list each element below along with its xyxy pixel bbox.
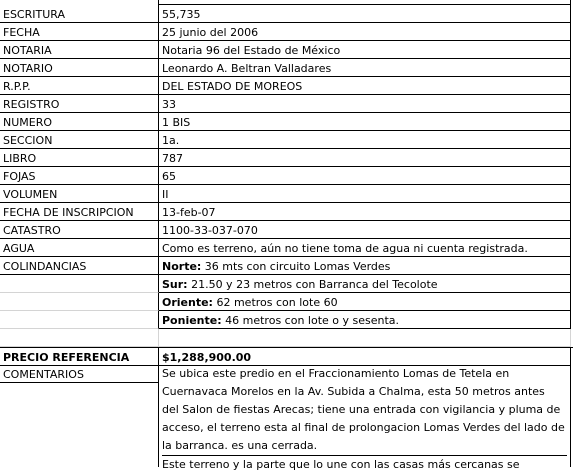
colindancia-dir: Poniente:: [162, 314, 222, 327]
comentario-line: del Salon de fiestas Arecas; tiene una entrada con vigilancia y pluma de: [162, 403, 561, 416]
colindancia-text: 36 mts con circuito Lomas Verdes: [201, 260, 391, 273]
row-label[interactable]: LIBRO: [0, 149, 159, 167]
sheet-row: [0, 239, 573, 257]
sheet-row: [0, 149, 573, 167]
label-colindancias[interactable]: COLINDANCIAS: [0, 257, 159, 275]
comentarios-value-cell[interactable]: [159, 365, 571, 471]
row-label[interactable]: REGISTRO: [0, 95, 159, 113]
colindancia-oriente[interactable]: [159, 293, 571, 311]
colindancia-poniente[interactable]: [159, 311, 571, 329]
sheet-row: [0, 23, 573, 41]
row-colindancias-poniente: [0, 311, 573, 329]
row-value[interactable]: 33: [159, 95, 571, 113]
row-value[interactable]: 1100-33-037-070: [159, 221, 571, 239]
sheet-row: [0, 5, 573, 23]
row-label[interactable]: R.P.P.: [0, 77, 159, 95]
row-label[interactable]: NUMERO: [0, 113, 159, 131]
row-label[interactable]: FECHA: [0, 23, 159, 41]
row-label[interactable]: NOTARIO: [0, 59, 159, 77]
empty-row: [0, 329, 573, 347]
row-label[interactable]: AGUA: [0, 239, 159, 257]
sheet-row: [0, 95, 573, 113]
row-colindancias: [0, 257, 573, 275]
colindancia-norte[interactable]: [159, 257, 571, 275]
sheet-row: [0, 203, 573, 221]
colindancia-text: 46 metros con lote o y sesenta.: [221, 314, 400, 327]
empty-cell[interactable]: [0, 275, 159, 293]
row-label[interactable]: FOJAS: [0, 167, 159, 185]
row-label[interactable]: VOLUMEN: [0, 185, 159, 203]
sheet-row: [0, 221, 573, 239]
colindancia-sur[interactable]: [159, 275, 571, 293]
comentario-line: acceso, el terreno esta al final de prolongacion Lomas Verdes del lado de: [162, 421, 565, 434]
row-value[interactable]: Como es terreno, aún no tiene toma de agua ni cuenta registrada.: [159, 239, 571, 257]
row-value[interactable]: 787: [159, 149, 571, 167]
row-value[interactable]: 13-feb-07: [159, 203, 571, 221]
sheet-row: [0, 77, 573, 95]
colindancia-text: 62 metros con lote 60: [212, 296, 338, 309]
row-value[interactable]: Notaria 96 del Estado de México: [159, 41, 571, 59]
sheet-row: [0, 113, 573, 131]
comentario-line: la barranca. es una cerrada.: [162, 437, 567, 456]
row-value[interactable]: 1 BIS: [159, 113, 571, 131]
row-value[interactable]: 25 junio del 2006: [159, 23, 571, 41]
value-precio-referencia[interactable]: $1,288,900.00: [159, 348, 571, 366]
empty-cell[interactable]: [159, 329, 571, 347]
row-value[interactable]: 65: [159, 167, 571, 185]
row-colindancias-oriente: [0, 293, 573, 311]
row-label[interactable]: ESCRITURA: [0, 5, 159, 23]
label-precio-referencia[interactable]: PRECIO REFERENCIA: [0, 348, 159, 366]
row-value[interactable]: DEL ESTADO DE MOREOS: [159, 77, 571, 95]
empty-cell[interactable]: [0, 311, 159, 329]
row-label[interactable]: CATASTRO: [0, 221, 159, 239]
row-colindancias-sur: [0, 275, 573, 293]
sheet-row: [0, 185, 573, 203]
colindancia-dir: Sur:: [162, 278, 188, 291]
row-label[interactable]: SECCION: [0, 131, 159, 149]
sheet-row: [0, 59, 573, 77]
colindancia-dir: Oriente:: [162, 296, 213, 309]
sheet-row: [0, 41, 573, 59]
row-label[interactable]: FECHA DE INSCRIPCION: [0, 203, 159, 221]
row-value[interactable]: Leonardo A. Beltran Valladares: [159, 59, 571, 77]
comentario-line: Cuernavaca Morelos en la Av. Subida a Chalma, esta 50 metros antes: [162, 385, 545, 398]
row-value[interactable]: II: [159, 185, 571, 203]
label-comentarios: COMENTARIOS: [0, 365, 158, 383]
row-precio: [0, 347, 573, 365]
row-label[interactable]: NOTARIA: [0, 41, 159, 59]
empty-cell[interactable]: [0, 329, 159, 347]
colindancia-dir: Norte:: [162, 260, 202, 273]
row-value[interactable]: 55,735: [159, 5, 571, 23]
comentario-line: Se ubica este predio en el Fraccionamiento Lomas de Tetela en: [162, 367, 510, 380]
sheet-row: [0, 131, 573, 149]
empty-cell[interactable]: [0, 293, 159, 311]
comentarios-label-cell[interactable]: [0, 365, 159, 467]
comentario-line: Este terreno y la parte que lo une con las casas más cercanas se: [162, 458, 520, 471]
sheet-row: [0, 167, 573, 185]
colindancia-text: 21.50 y 23 metros con Barranca del Tecolote: [187, 278, 438, 291]
row-value[interactable]: 1a.: [159, 131, 571, 149]
